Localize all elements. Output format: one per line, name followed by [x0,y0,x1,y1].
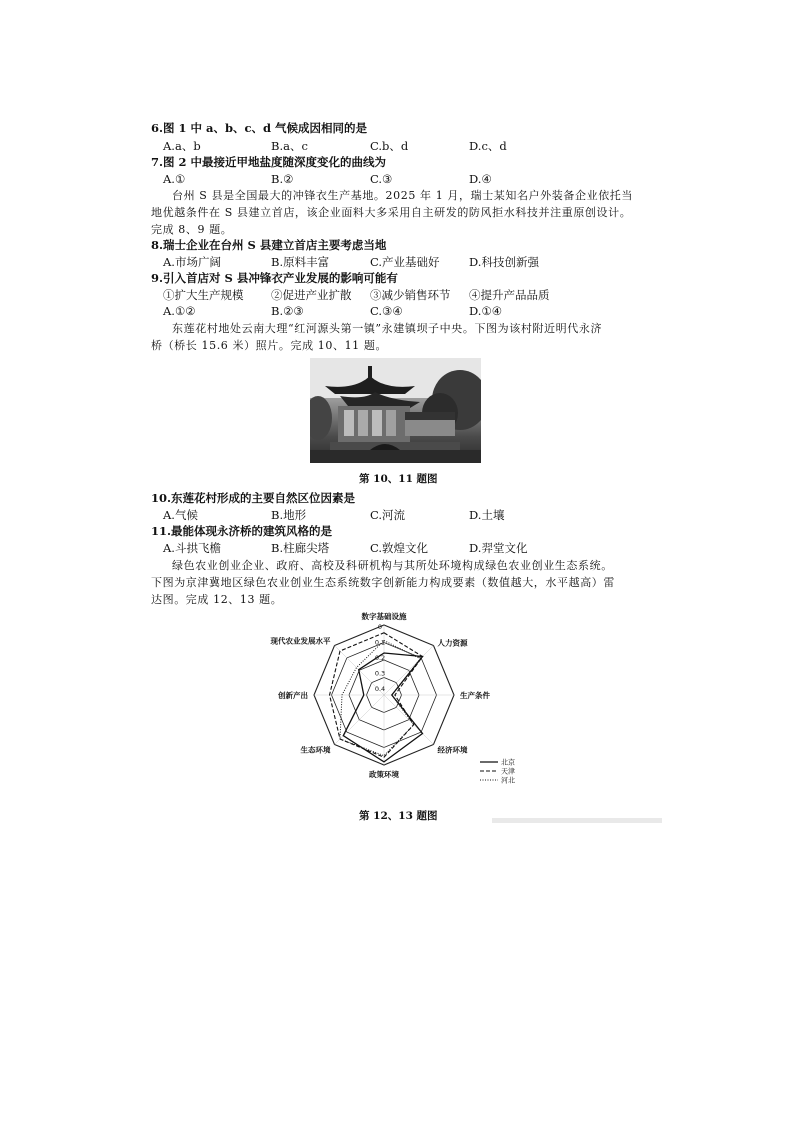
legend-label: 北京 [501,758,515,767]
q9-option-b: B.②③ [271,304,304,318]
q8-option-c: C.产业基础好 [370,255,440,269]
q9-item-2: ②促进产业扩散 [271,288,352,302]
q9-option-d: D.①④ [469,304,503,318]
scan-smudge [492,816,662,826]
passage1-line: 台州 S 县是全国最大的冲锋衣生产基地。2025 年 1 月，瑞士某知名户外装备企业依托当 [172,189,634,202]
q9-option-c: C.③④ [370,304,403,318]
q7-option-d: D.④ [469,172,492,186]
radar-axis-label: 生态环境 [300,745,331,755]
photo-caption: 第 10、11 题图 [359,473,438,485]
q10-option-a: A.气候 [163,508,198,522]
q7-stem: 7.图 2 中最接近甲地盐度随深度变化的曲线为 [151,155,387,169]
passage3-line: 绿色农业创业企业、政府、高校及科研机构与其所处环境构成绿色农业创业生态系统。 [172,559,613,572]
q11-option-c: C.敦煌文化 [370,541,429,555]
q10-option-d: D.土壤 [469,508,505,522]
q11-stem: 11.最能体现永济桥的建筑风格的是 [151,524,333,538]
q8-stem: 8.瑞士企业在台州 S 县建立首店主要考虑当地 [151,238,387,252]
q11-option-d: D.羿堂文化 [469,541,528,555]
passage3-line: 下图为京津冀地区绿色农业创业生态系统数字创新能力构成要素（数值越大，水平越高）雷 [151,576,615,589]
q11-option-a: A.斗拱飞檐 [163,541,221,555]
bridge-photo [310,358,481,463]
passage1-line: 地优越条件在 S 县建立首店，该企业面料大多采用自主研发的防风拒水科技并注重原创设计。 [151,206,632,219]
passage2-line: 桥（桥长 15.6 米）照片。完成 10、11 题。 [151,339,388,352]
q10-option-b: B.地形 [271,508,307,522]
q10-option-c: C.河流 [370,508,406,522]
q7-option-c: C.③ [370,172,393,186]
radar-chart [262,610,532,800]
q6-stem: 6.图 1 中 a、b、c、d 气候成因相同的是 [151,121,368,135]
q9-option-a: A.①② [163,304,196,318]
radar-tick-label: 0.4 [374,685,386,694]
passage2-line: 东莲花村地处云南大理“红河源头第一镇”永建镇坝子中央。下图为该村附近明代永济 [172,322,603,335]
legend-label: 河北 [501,776,515,785]
q6-option-b: B.a、c [271,139,308,153]
chart-caption: 第 12、13 题图 [359,810,438,822]
q6-option-c: C.b、d [370,139,409,153]
radar-axis-label: 生产条件 [460,691,490,700]
radar-axis-label: 政策环境 [369,770,399,779]
passage3-line: 达图。完成 12、13 题。 [151,593,283,606]
q9-item-4: ④提升产品品质 [469,288,550,302]
q8-option-b: B.原料丰富 [271,255,330,269]
q8-option-a: A.市场广阔 [163,255,221,269]
radar-axis-label: 人力资源 [437,638,468,648]
q10-stem: 10.东莲花村形成的主要自然区位因素是 [151,491,356,505]
radar-axis-label: 现代农业发展水平 [270,636,331,646]
q6-option-a: A.a、b [163,139,201,153]
radar-axis-label: 创新产出 [278,691,308,700]
q11-option-b: B.柱廊尖塔 [271,541,330,555]
radar-axis-label: 经济环境 [437,745,468,755]
radar-axis-label: 数字基础设施 [361,612,407,621]
radar-tick-label: 0 [377,623,383,631]
legend-label: 天津 [501,767,515,776]
passage1-line: 完成 8、9 题。 [151,223,233,236]
q9-stem: 9.引入首店对 S 县冲锋衣产业发展的影响可能有 [151,271,398,285]
q8-option-d: D.科技创新强 [469,255,539,269]
q6-option-d: D.c、d [469,139,507,153]
q9-item-1: ①扩大生产规模 [163,288,244,302]
q9-item-3: ③减少销售环节 [370,288,451,302]
radar-tick-label: 0.2 [374,654,386,663]
radar-tick-label: 0.3 [374,669,386,678]
q7-option-a: A.① [163,172,186,186]
radar-tick-label: 0.1 [374,638,386,647]
q7-option-b: B.② [271,172,294,186]
